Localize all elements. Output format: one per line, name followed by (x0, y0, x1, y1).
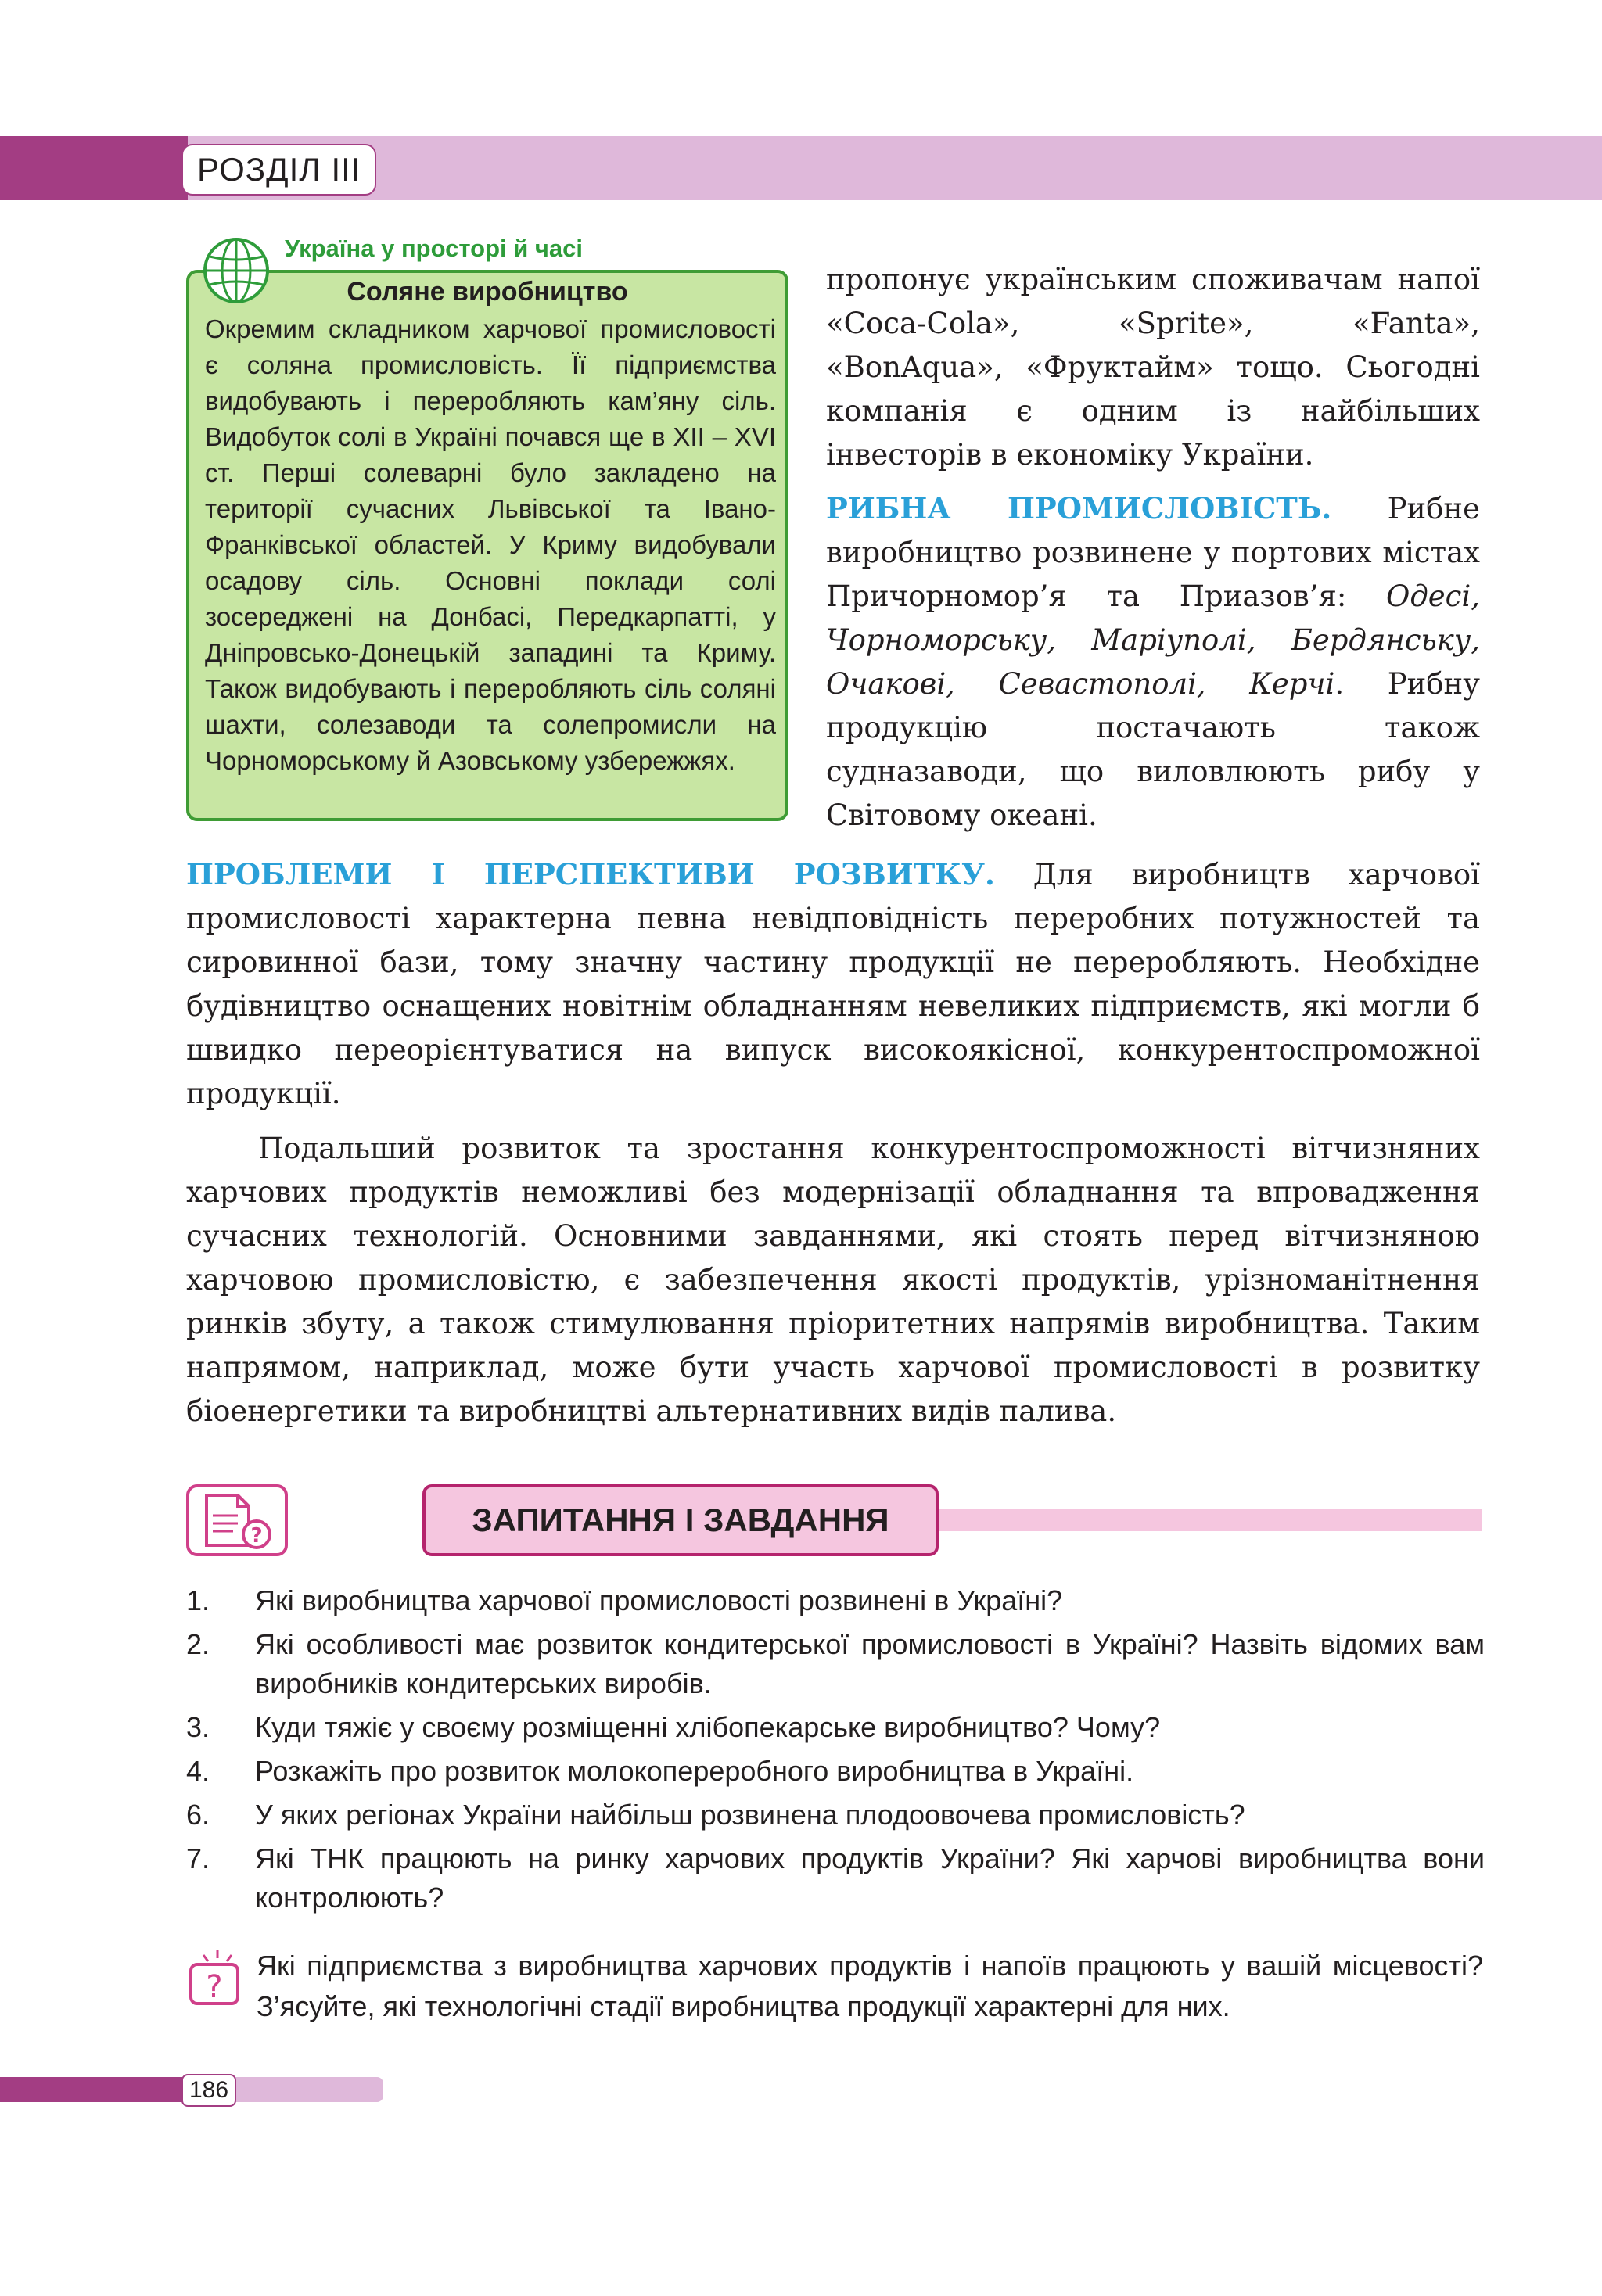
questions-heading: ЗАПИТАННЯ І ЗАВДАННЯ (422, 1484, 939, 1556)
main-text (186, 852, 1480, 1433)
item-number: 6. (186, 1799, 210, 1831)
item-text: Які виробництва харчової промисловості розвинені в Україні? (255, 1584, 1063, 1616)
item-text: У яких регіонах України найбільш розвинена плодоовочева промисловість? (255, 1799, 1245, 1831)
header-band-accent (0, 136, 188, 200)
section-heading: ПРОБЛЕМИ І ПЕРСПЕКТИВИ РОЗВИТКУ. (186, 857, 995, 891)
info-box-label: Україна у просторі й часі (285, 235, 584, 262)
svg-text:?: ? (206, 1969, 223, 2005)
list-item (186, 1839, 1485, 1918)
paragraph: Подальший розвиток та зростання конкурентоспроможності вітчизняних харчових продуктів неможливі без модернізації обладнання та впровадження сучасних технологій. Основними завданнями, які стоять перед вітчизняною харчовою промисловістю, є забезпечення якості продуктів, урізноманітнення ринків збуту, а також стимулювання пріоритетних напрямів виробництва. Таким напрямом, наприклад, може бути участь харчової промисловості в розвитку біоенергетики та виробництві альтернативних видів палива. (186, 1132, 1480, 1428)
item-text: Які ТНК працюють на ринку харчових продуктів України? Які харчові виробництва вони контролюють? (255, 1842, 1485, 1914)
question-bulb-icon (188, 1949, 246, 2007)
footer-band-accent (0, 2077, 185, 2102)
item-text: Які особливості має розвиток кондитерської промисловості в Україні? Назвіть відомих вам виробників кондитерських виробів. (255, 1628, 1485, 1699)
info-box-text: Окремим складником харчової промисловості є соляна промисловість. Її підприємства видобувають і переробляють кам’яну сіль. Видобуток солі в Україні почався ще в XII – XVI ст. Перші солеварні було закладено на території сучасних Львівської та Івано-Франківської областей. У Криму видобували осадову сіль. Основні поклади солі зосереджені на Донбасі, Передкарпатті, у Дніпровсько-Донецькій западині та Криму. Також видобувають і переробляють сіль соляні шахти, солезаводи та солепромисли на Чорноморському й Азовському узбережжях. (205, 314, 776, 775)
item-number: 2. (186, 1628, 210, 1660)
paragraph-fish (826, 486, 1480, 838)
section-heading: РИБНА ПРОМИСЛОВІСТЬ. (826, 491, 1332, 526)
paragraph-text: Рибне виробництво розвинене у портових містах Причорномор’я та Приазов’я: (826, 492, 1480, 613)
page-number: 186 (181, 2074, 236, 2107)
item-number: 3. (186, 1711, 210, 1743)
city-list: Одесі, Чорноморську, Маріуполі, Бердянську, Очакові, Севастополі, Керчі (826, 579, 1480, 701)
list-item (186, 1581, 1485, 1620)
paragraph: пропонує українським споживачам напої «Coca-Cola», «Sprite», «Fanta», «BonAqua», «Фруктайм» тощо. Сьогодні компанія є одним із найбільших інвесторів в економіку України. (826, 263, 1480, 472)
right-column (826, 258, 1480, 838)
info-box-title: Соляне виробництво (347, 277, 628, 307)
task-text: Які підприємства з виробництва харчових продуктів і напоїв працюють у вашій місцевості? З’ясуйте, які технологічні стадії виробництва продукції характерні для них. (257, 1950, 1483, 2022)
svg-text:?: ? (250, 1524, 263, 1548)
questions-list (186, 1581, 1485, 1922)
item-number: 4. (186, 1755, 210, 1787)
document-question-icon (186, 1484, 288, 1556)
item-text: Розкажіть про розвиток молокопереробного виробництва в Україні. (255, 1755, 1134, 1787)
item-text: Куди тяжіє у своєму розміщенні хлібопекарське виробництво? Чому? (255, 1711, 1161, 1743)
list-item (186, 1796, 1485, 1835)
list-item (186, 1625, 1485, 1703)
paragraph-problems (186, 852, 1480, 1116)
paragraph-text: Для виробництв харчової промисловості характерна певна невідповідність переробних потужностей та сировинної бази, тому значну частину продукції не переробляють. Необхідне будівництво оснащених новітнім обладнанням невеликих підприємств, які могли б швидко переорієнтуватися на випуск високоякісної, конкурентоспроможної продукції. (186, 858, 1480, 1110)
paragraph-text: . Рибну продукцію постачають також судназаводи, що виловлюють рибу у Світовому океані. (826, 667, 1480, 832)
section-label: РОЗДІЛ ІІІ (181, 144, 376, 196)
list-item (186, 1752, 1485, 1791)
list-item (186, 1708, 1485, 1747)
item-number: 1. (186, 1584, 210, 1616)
item-number: 7. (186, 1842, 210, 1874)
